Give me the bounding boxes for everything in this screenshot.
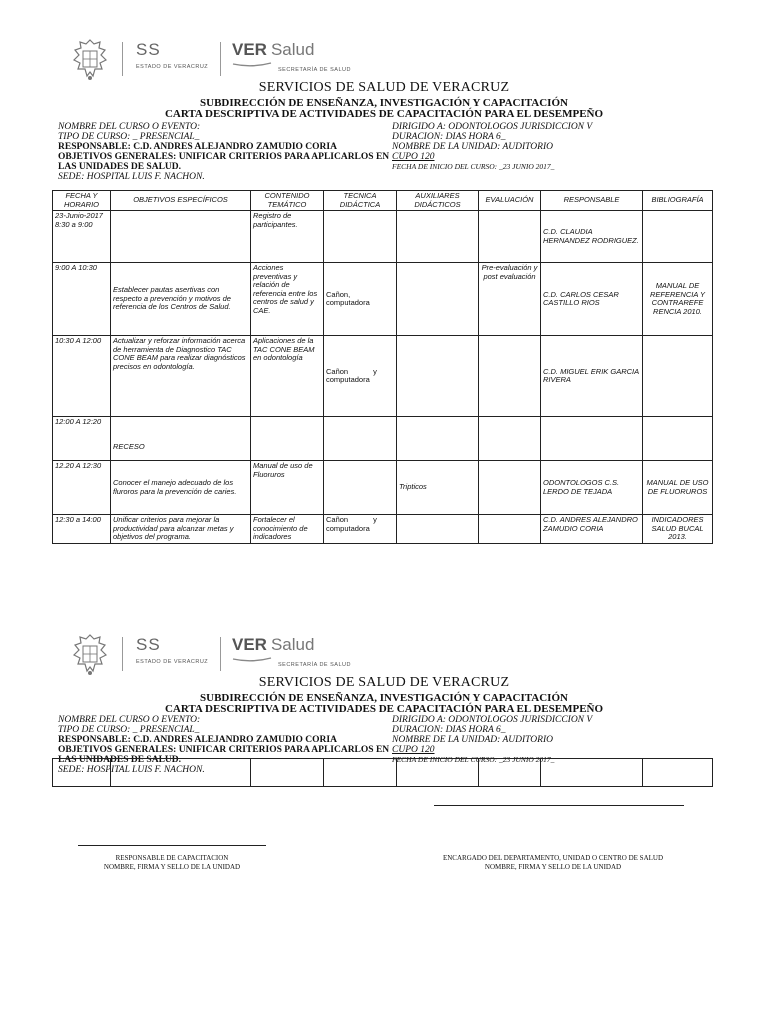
cell-bibliography bbox=[643, 336, 713, 417]
cell-content: Registro de participantes. bbox=[251, 211, 324, 263]
state-seal-icon bbox=[70, 38, 110, 82]
table-row bbox=[53, 336, 713, 417]
cell-evaluation bbox=[479, 417, 541, 461]
cell-aids bbox=[397, 263, 479, 336]
column-header: CONTENIDO TEMÁTICO bbox=[251, 191, 324, 211]
ss-logo-subtitle: ESTADO DE VERACRUZ bbox=[136, 64, 209, 70]
signature-line-right bbox=[434, 805, 684, 806]
document-title: SERVICIOS DE SALUD DE VERACRUZ bbox=[258, 675, 510, 690]
empty-cell bbox=[251, 759, 324, 787]
cell-objectives: Establecer pautas asertivas con respecto a prevención y motivos de referencia de los Centros de Salud. bbox=[111, 263, 251, 336]
venue: SEDE: HOSPITAL LUIS F. NACHON. bbox=[58, 172, 205, 182]
table-row bbox=[53, 461, 713, 515]
signature-line-left bbox=[78, 845, 266, 846]
cell-evaluation: Pre-evaluación y post evaluación bbox=[479, 263, 541, 336]
cell-aids bbox=[397, 211, 479, 263]
header-logos bbox=[70, 633, 370, 677]
cell-technique bbox=[324, 461, 397, 515]
swoosh-icon bbox=[232, 61, 272, 67]
table-row bbox=[53, 211, 713, 263]
ss-logo bbox=[136, 635, 208, 665]
cell-bibliography: INDICADORES SALUD BUCAL 2013. bbox=[643, 515, 713, 544]
empty-activities-table bbox=[52, 758, 713, 787]
salud-logo-text: Salud bbox=[270, 635, 315, 654]
cell-content: Acciones preventivas y relación de referencia entre los centros de salud y CAE. bbox=[251, 263, 324, 336]
duration: DURACION: DIAS HORA 6_ bbox=[392, 725, 506, 735]
cell-responsible bbox=[541, 417, 643, 461]
course-responsible: RESPONSABLE: C.D. ANDRES ALEJANDRO ZAMUDIO CORIA bbox=[58, 142, 337, 152]
empty-cell bbox=[643, 759, 713, 787]
start-date: FECHA DE INICIO DEL CURSO: _23 JUNIO 2017_ bbox=[392, 755, 555, 764]
column-header: BIBLIOGRAFÍA bbox=[643, 191, 713, 211]
table-row bbox=[53, 263, 713, 336]
target-audience: DIRIGIDO A: ODONTOLOGOS JURISDICCION V bbox=[392, 715, 593, 725]
logo-divider bbox=[122, 42, 123, 76]
state-seal-icon bbox=[70, 633, 110, 677]
general-objectives: OBJETIVOS GENERALES: UNIFICAR CRITERIOS PARA APLICARLOS EN bbox=[58, 745, 390, 755]
header-logos bbox=[70, 38, 370, 82]
cell-evaluation bbox=[479, 336, 541, 417]
logo-divider bbox=[220, 637, 221, 671]
cell-evaluation bbox=[479, 211, 541, 263]
document-subtitle: SUBDIRECCIÓN DE ENSEÑANZA, INVESTIGACIÓN Y CAPACITACIÓN bbox=[200, 97, 568, 109]
cell-date: 12:30 a 14:00 bbox=[53, 515, 111, 544]
empty-cell bbox=[111, 759, 251, 787]
cell-objectives: Actualizar y reforzar información acerca de herramienta de Diagnostico TAC CONE BEAM para realizar diagnósticos precisos en odontología. bbox=[111, 336, 251, 417]
capacity: CUPO 120 bbox=[392, 152, 435, 162]
start-date: FECHA DE INICIO DEL CURSO: _23 JUNIO 2017_ bbox=[392, 162, 555, 171]
salud-logo-text: Salud bbox=[270, 40, 315, 59]
duration: DURACION: DIAS HORA 6_ bbox=[392, 132, 506, 142]
general-objectives-cont: LAS UNIDADES DE SALUD. bbox=[58, 162, 181, 172]
ver-logo-subtitle: SECRETARÍA DE SALUD bbox=[278, 662, 351, 668]
cell-responsible: ODONTOLOGOS C.S. LERDO DE TEJADA bbox=[541, 461, 643, 515]
cell-bibliography: MANUAL DE REFERENCIA Y CONTRAREFE RENCIA 2010. bbox=[643, 263, 713, 336]
unit-name: NOMBRE DE LA UNIDAD: AUDITORIO bbox=[392, 735, 553, 745]
course-name-label: NOMBRE DEL CURSO O EVENTO: bbox=[58, 122, 201, 132]
ss-logo-text: SS bbox=[136, 635, 161, 654]
logo-divider bbox=[220, 42, 221, 76]
cell-date: 12:00 A 12:20 bbox=[53, 417, 111, 461]
signature-left-caption: NOMBRE, FIRMA Y SELLO DE LA UNIDAD bbox=[103, 863, 241, 871]
cell-content: Manual de uso de Fluoruros bbox=[251, 461, 324, 515]
course-type: TIPO DE CURSO: _ PRESENCIAL_ bbox=[58, 132, 200, 142]
cell-objectives: RECESO bbox=[111, 417, 251, 461]
cell-evaluation bbox=[479, 515, 541, 544]
target-audience: DIRIGIDO A: ODONTOLOGOS JURISDICCION V bbox=[392, 122, 593, 132]
empty-cell bbox=[397, 759, 479, 787]
document-heading: CARTA DESCRIPTIVA DE ACTIVIDADES DE CAPACITACIÓN PARA EL DESEMPEÑO bbox=[164, 108, 604, 120]
cell-objectives bbox=[111, 211, 251, 263]
cell-content: Aplicaciones de la TAC CONE BEAM en odontología bbox=[251, 336, 324, 417]
ver-logo-text: VER bbox=[232, 635, 267, 654]
cell-bibliography bbox=[643, 417, 713, 461]
cell-objectives: Conocer el manejo adecuado de los fluroros para la prevención de caries. bbox=[111, 461, 251, 515]
empty-cell bbox=[479, 759, 541, 787]
signature-right-caption: NOMBRE, FIRMA Y SELLO DE LA UNIDAD bbox=[484, 863, 622, 871]
ver-salud-logo bbox=[232, 635, 351, 668]
ver-salud-logo bbox=[232, 40, 351, 73]
table-row bbox=[53, 417, 713, 461]
ss-logo-text: SS bbox=[136, 40, 161, 59]
capacity: CUPO 120 bbox=[392, 745, 435, 755]
column-header: AUXILIARES DIDÁCTICOS bbox=[397, 191, 479, 211]
unit-name: NOMBRE DE LA UNIDAD: AUDITORIO bbox=[392, 142, 553, 152]
venue: SEDE: HOSPITAL LUIS F. NACHON. bbox=[58, 765, 205, 775]
cell-responsible: C.D. CARLOS CESAR CASTILLO RIOS bbox=[541, 263, 643, 336]
signature-left-title: RESPONSABLE DE CAPACITACION bbox=[115, 854, 229, 862]
column-header: EVALUACIÓN bbox=[479, 191, 541, 211]
column-header: FECHA Y HORARIO bbox=[53, 191, 111, 211]
cell-date: 23-Junio-2017 8:30 a 9:00 bbox=[53, 211, 111, 263]
column-header: RESPONSABLE bbox=[541, 191, 643, 211]
cell-date: 9:00 A 10:30 bbox=[53, 263, 111, 336]
logo-divider bbox=[122, 637, 123, 671]
document-title: SERVICIOS DE SALUD DE VERACRUZ bbox=[258, 80, 510, 95]
activities-table bbox=[52, 190, 713, 544]
cell-content bbox=[251, 417, 324, 461]
ss-logo bbox=[136, 40, 208, 70]
cell-responsible: C.D. MIGUEL ERIK GARCIA RIVERA bbox=[541, 336, 643, 417]
course-name-label: NOMBRE DEL CURSO O EVENTO: bbox=[58, 715, 201, 725]
course-responsible: RESPONSABLE: C.D. ANDRES ALEJANDRO ZAMUDIO CORIA bbox=[58, 735, 337, 745]
table-row bbox=[53, 515, 713, 544]
cell-technique bbox=[324, 417, 397, 461]
ss-logo-subtitle: ESTADO DE VERACRUZ bbox=[136, 659, 209, 665]
cell-aids: Tripticos bbox=[397, 461, 479, 515]
cell-objectives: Unificar criterios para mejorar la productividad para alcanzar metas y objetivos del programa. bbox=[111, 515, 251, 544]
ver-logo-text: VER bbox=[232, 40, 267, 59]
signature-right-title: ENCARGADO DEL DEPARTAMENTO, UNIDAD O CENTRO DE SALUD bbox=[442, 854, 664, 862]
general-objectives-cont: LAS UNIDADES DE SALUD. bbox=[58, 755, 181, 765]
cell-technique: Cañon y computadora bbox=[324, 336, 397, 417]
signature-block-right bbox=[420, 854, 686, 872]
swoosh-icon bbox=[232, 656, 272, 662]
signature-block-left bbox=[78, 854, 266, 872]
cell-responsible: C.D. ANDRES ALEJANDRO ZAMUDIO CORIA bbox=[541, 515, 643, 544]
cell-bibliography bbox=[643, 211, 713, 263]
column-header: OBJETIVOS ESPECÍFICOS bbox=[111, 191, 251, 211]
cell-technique: Cañon y computadora bbox=[324, 515, 397, 544]
cell-content: Fortalecer el conocimiento de indicadores bbox=[251, 515, 324, 544]
cell-technique bbox=[324, 211, 397, 263]
cell-date: 12.20 A 12:30 bbox=[53, 461, 111, 515]
cell-evaluation bbox=[479, 461, 541, 515]
cell-aids bbox=[397, 336, 479, 417]
cell-technique: Cañon, computadora bbox=[324, 263, 397, 336]
table-header-row bbox=[53, 191, 713, 211]
cell-bibliography: MANUAL DE USO DE FLUORUROS bbox=[643, 461, 713, 515]
cell-aids bbox=[397, 515, 479, 544]
document-heading: CARTA DESCRIPTIVA DE ACTIVIDADES DE CAPACITACIÓN PARA EL DESEMPEÑO bbox=[164, 703, 604, 715]
empty-cell bbox=[541, 759, 643, 787]
general-objectives: OBJETIVOS GENERALES: UNIFICAR CRITERIOS PARA APLICARLOS EN bbox=[58, 152, 390, 162]
empty-cell bbox=[324, 759, 397, 787]
cell-date: 10:30 A 12:00 bbox=[53, 336, 111, 417]
course-type: TIPO DE CURSO: _ PRESENCIAL_ bbox=[58, 725, 200, 735]
cell-responsible: C.D. CLAUDIA HERNANDEZ RODRIGUEZ. bbox=[541, 211, 643, 263]
document-subtitle: SUBDIRECCIÓN DE ENSEÑANZA, INVESTIGACIÓN Y CAPACITACIÓN bbox=[200, 692, 568, 704]
page-section-2 bbox=[0, 595, 768, 1024]
table-row bbox=[53, 759, 713, 787]
column-header: TECNICA DIDÁCTICA bbox=[324, 191, 397, 211]
empty-cell bbox=[53, 759, 111, 787]
cell-aids bbox=[397, 417, 479, 461]
ver-logo-subtitle: SECRETARÍA DE SALUD bbox=[278, 67, 351, 73]
